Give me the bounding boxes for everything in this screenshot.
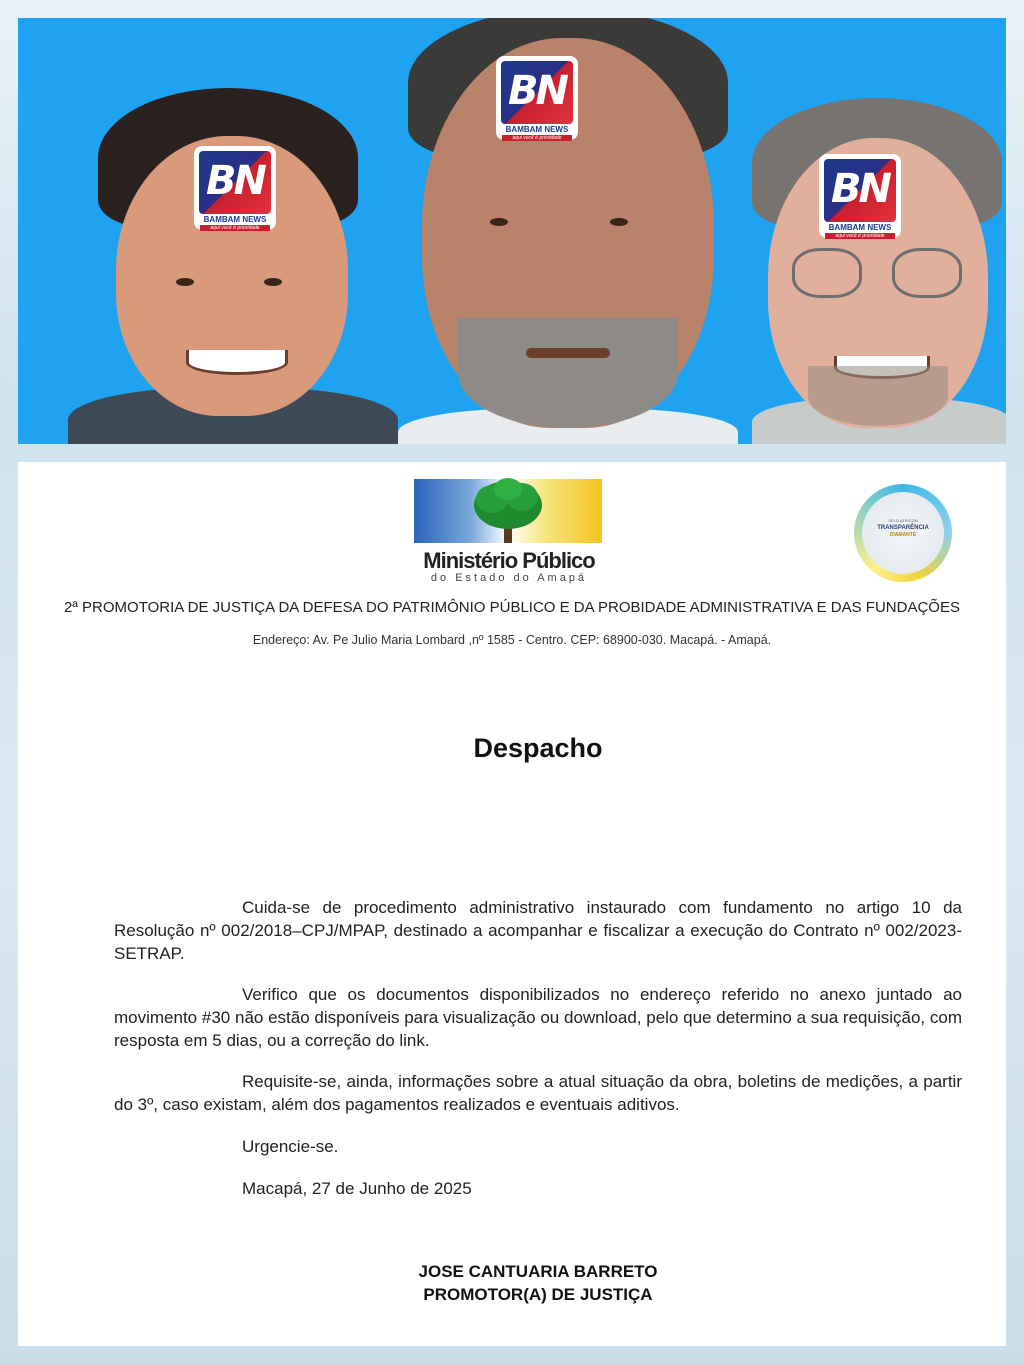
bambam-news-logo	[821, 156, 899, 239]
paragraph: Verifico que os documentos disponibilizados no endereço referido no anexo juntado ao movimento #30 não estão disponíveis para visualização ou download, pelo que determino a sua requisição, com resposta em 5 dias, ou a correção do link.	[114, 985, 962, 1050]
person-right	[752, 98, 1006, 444]
bn-logo-name: BAMBAM NEWS	[505, 125, 569, 134]
bn-logo-name: BAMBAM NEWS	[203, 215, 267, 224]
seal-center	[862, 492, 944, 574]
bn-logo-letters: BN	[501, 61, 573, 124]
document-title: Despacho	[473, 733, 603, 763]
glasses-right-lens-2	[892, 248, 962, 298]
bambam-news-logo	[196, 148, 274, 231]
promotoria-address: Endereço: Av. Pe Julio Maria Lombard ,nº 1585 - Centro. CEP: 68900-030. Macapá. - Amapá.	[252, 633, 772, 647]
beard-right	[808, 366, 948, 426]
ministerio-publico-logo	[414, 479, 604, 589]
paragraph: Cuida-se de procedimento administrativo instaurado com fundamento no artigo 10 da Resolução nº 002/2018–CPJ/MPAP, destinado a acompanhar e fiscalizar a execução do Contrato nº 002/2023-SETRAP.	[114, 898, 962, 963]
seal-level: DIAMANTE	[889, 532, 917, 538]
signature-name: JOSE CANTUARIA BARRETO	[418, 1262, 658, 1281]
bn-logo-letters: BN	[199, 151, 271, 214]
logo-subtitle: do Estado do Amapá	[430, 572, 588, 584]
document-page	[18, 462, 1006, 1346]
eye-left-2	[264, 278, 282, 286]
bn-logo-letters: BN	[824, 159, 896, 222]
transparency-seal	[854, 484, 952, 582]
mouth-center	[526, 348, 610, 358]
date-line: Macapá, 27 de Junho de 2025	[242, 1179, 472, 1198]
glasses-right-lens-1	[792, 248, 862, 298]
bn-logo-tagline: aqui você é prioridade	[825, 233, 895, 239]
beard-center	[458, 318, 678, 428]
bn-logo-tagline: aqui você é prioridade	[200, 225, 270, 231]
tree-icon	[468, 477, 548, 547]
promotoria-title: 2ª PROMOTORIA DE JUSTIÇA DA DEFESA DO PATRIMÔNIO PÚBLICO E DA PROBIDADE ADMINISTRATIVA E DAS FUNDAÇÕES	[63, 599, 960, 616]
bn-logo-tagline: aqui você é prioridade	[502, 135, 572, 141]
seal-small-text: SELO ATRICON	[888, 518, 918, 523]
bambam-news-logo	[498, 58, 576, 141]
eye-center-2	[610, 218, 628, 226]
paragraph: Requisite-se, ainda, informações sobre a atual situação da obra, boletins de medições, a partir do 3º, caso existam, além dos pagamentos realizados e eventuais aditivos.	[114, 1072, 962, 1114]
bn-logo-name: BAMBAM NEWS	[828, 223, 892, 232]
logo-name: Ministério Público	[423, 548, 595, 573]
smile-left	[186, 350, 288, 375]
signature-role: PROMOTOR(A) DE JUSTIÇA	[423, 1285, 653, 1304]
paragraph: Urgencie-se.	[242, 1137, 339, 1156]
eye-left-1	[176, 278, 194, 286]
person-left	[68, 88, 398, 444]
eye-center-1	[490, 218, 508, 226]
photo-banner	[18, 18, 1006, 444]
seal-title: TRANSPARÊNCIA	[877, 525, 929, 531]
